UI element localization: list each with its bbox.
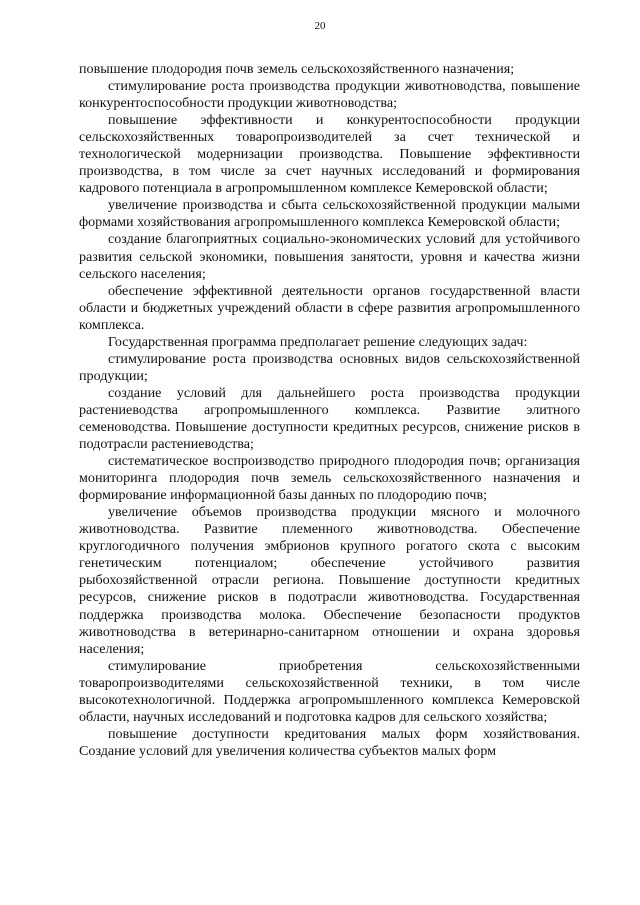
- paragraph-rural-development: создание благоприятных социально-экономических условий для устойчивого развития сельской экономики, повышения занятости, уровня и качества жизни сельского населения;: [79, 231, 580, 282]
- paragraph-task-small-business-credit: повышение доступности кредитования малых форм хозяйствования. Создание условий для увеличения количества субъектов малых форм: [79, 725, 580, 759]
- paragraph-efficiency-modernization: повышение эффективности и конкурентоспособности продукции сельскохозяйственных товаропроизводителей за счет технической и технологической модернизации производства. Повышение эффективности производства, в том числе за счет научных исследований и формирования кадрового потенциала в агропромышленном комплексе Кемеровской области;: [79, 112, 580, 197]
- paragraph-task-machinery: стимулирование приобретения сельскохозяйственными товаропроизводителями сельскохозяйственной техники, в том числе высокотехнологичной. Поддержка агропромышленного комплекса Кемеровской области, научных исследований и подготовка кадров для сельского хозяйства;: [79, 657, 580, 725]
- paragraph-task-livestock: увеличение объемов производства продукции мясного и молочного животноводства. Развитие племенного животноводства. Обеспечение круглогодичного получения эмбрионов крупного рогатого скота с высоким генетическим потенциалом; обеспечение устойчивого развития рыбохозяйственной отрасли региона. Повышение доступности кредитных ресурсов, снижение рисков в подотрасли животноводства. Государственная поддержка производства молока. Обеспечение безопасности продуктов животноводства в ветеринарно-санитарном отношении и охрана здоровья населения;: [79, 504, 580, 657]
- paragraph-task-main-products: стимулирование роста производства основных видов сельскохозяйственной продукции;: [79, 350, 580, 384]
- paragraph-tasks-intro: Государственная программа предполагает решение следующих задач:: [108, 333, 528, 350]
- paragraph-livestock-growth: стимулирование роста производства продукции животноводства, повышение конкурентоспособности продукции животноводства;: [79, 78, 580, 112]
- page-number: 20: [314, 20, 326, 32]
- paragraph-soil-fertility: повышение плодородия почв земель сельскохозяйственного назначения;: [79, 61, 515, 77]
- paragraph-task-soil-monitoring: систематическое воспроизводство природного плодородия почв; организация мониторинга плодородия почв земель сельскохозяйственного назначения и формирование информационной базы данных по плодородию почв;: [79, 453, 580, 504]
- document-body: [79, 61, 580, 760]
- paragraph-government-bodies: обеспечение эффективной деятельности органов государственной власти области и бюджетных учреждений области в сфере развития агропромышленного комплекса.: [79, 282, 580, 333]
- paragraph-task-crop-production: создание условий для дальнейшего роста производства продукции растениеводства агропромышленного комплекса. Развитие элитного семеноводства. Повышение доступности кредитных ресурсов, снижение рисков в подотрасли растениеводства;: [79, 384, 580, 453]
- paragraph-small-farms: увеличение производства и сбыта сельскохозяйственной продукции малыми формами хозяйствования агропромышленного комплекса Кемеровской области;: [79, 197, 580, 231]
